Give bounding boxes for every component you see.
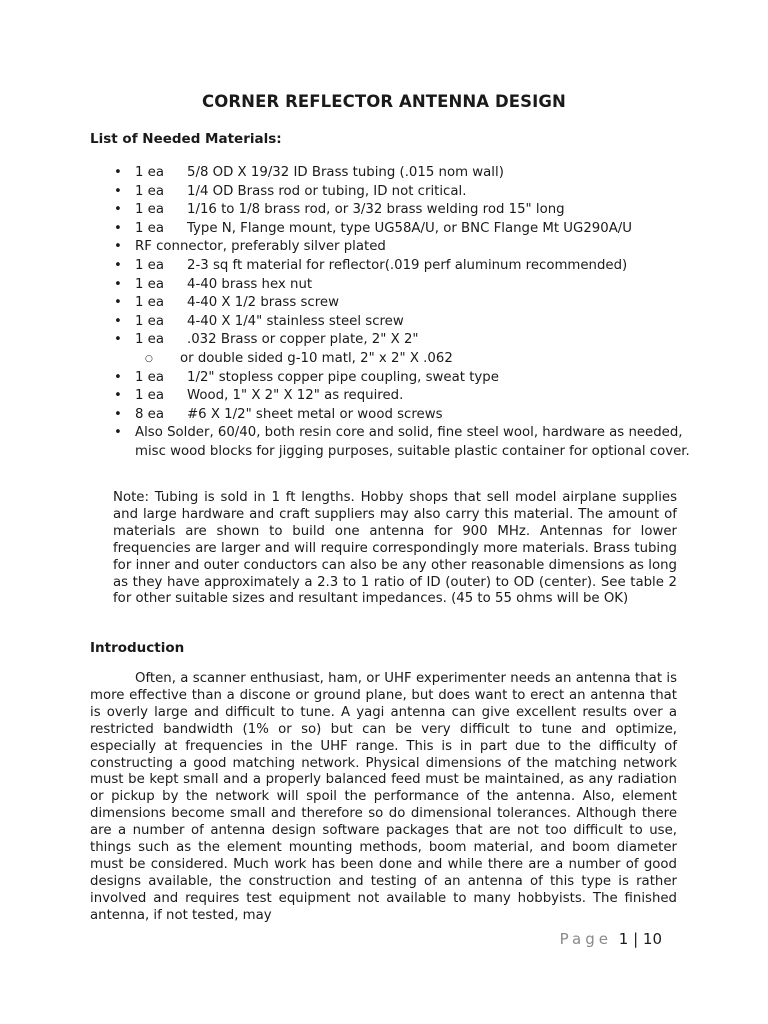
material-item <box>90 238 690 257</box>
bullet-icon: • <box>114 313 122 329</box>
introduction-paragraph: Often, a scanner enthusiast, ham, or UHF experimenter needs an antenna that is more effective than a discone or ground plane, but does want to erect an antenna that is overly large and difficult to tune. A yagi antenna can give excellent results over a restricted bandwidth (1% or so) but can be very difficult to tune and optimize, especially at frequencies in the UHF range. This is in part due to the difficulty of constructing a good matching network. Physical dimensions of the matching network must be kept small and a properly balanced feed must be maintained, as any radiation or pickup by the network will spoil the performance of the antenna. Also, element dimensions become small and therefore so do dimensional tolerances. Although there are a number of antenna design software packages that are not too difficult to use, things such as the element mounting methods, boom material, and boom diameter must be considered. Much work has been done and while there are a number of good designs available, the construction and testing of an antenna of this type is rather involved and requires test equipment not available to many hobbyists. The finished antenna, if not tested, may <box>90 671 677 923</box>
material-item <box>90 387 690 406</box>
bullet-icon: • <box>114 425 122 441</box>
page-total: 10 <box>642 930 662 948</box>
material-quantity: 1 ea <box>135 388 165 404</box>
material-quantity: 8 ea <box>135 406 165 422</box>
bullet-icon: • <box>114 295 122 311</box>
material-quantity: 1 ea <box>135 276 165 292</box>
material-item <box>90 164 690 183</box>
bullet-icon: • <box>114 406 122 422</box>
material-sub-item <box>90 350 690 369</box>
materials-list <box>90 164 690 462</box>
page-label: Page <box>559 930 612 948</box>
page-number: 1 <box>618 930 629 948</box>
material-quantity: 1 ea <box>135 295 165 311</box>
material-description: 5/8 OD X 19/32 ID Brass tubing (.015 nom wall) <box>187 165 504 180</box>
material-description: 1/16 to 1/8 brass rod, or 3/32 brass welding rod 15" long <box>187 202 565 218</box>
bullet-icon: • <box>114 369 122 385</box>
page-footer <box>560 930 662 948</box>
material-description: 1/4 OD Brass rod or tubing, ID not critical. <box>187 183 467 199</box>
material-item <box>90 313 690 332</box>
bullet-icon: • <box>114 239 122 255</box>
material-description: Type N, Flange mount, type UG58A/U, or BNC Flange Mt UG290A/U <box>187 220 633 236</box>
bullet-icon: • <box>114 257 122 273</box>
material-description: or double sided g-10 matl, 2" x 2" X .062 <box>180 350 453 366</box>
material-quantity: 1 ea <box>135 165 165 180</box>
material-description: 4-40 X 1/4" stainless steel screw <box>187 313 404 329</box>
material-item <box>90 257 690 276</box>
material-quantity: 1 ea <box>135 220 165 236</box>
material-description: RF connector, preferably silver plated <box>135 239 386 255</box>
document-title: CORNER REFLECTOR ANTENNA DESIGN <box>202 92 566 111</box>
material-item <box>90 201 690 220</box>
material-item <box>90 369 690 388</box>
material-item <box>90 276 690 295</box>
bullet-icon: • <box>114 332 122 348</box>
material-description: 4-40 X 1/2 brass screw <box>187 295 339 311</box>
material-quantity: 1 ea <box>135 369 165 385</box>
material-description: #6 X 1/2" sheet metal or wood screws <box>187 406 443 422</box>
material-item <box>90 220 690 239</box>
materials-heading: List of Needed Materials: <box>90 131 282 147</box>
bullet-icon: • <box>114 220 122 236</box>
material-description: Wood, 1" X 2" X 12" as required. <box>187 388 404 404</box>
material-quantity: 1 ea <box>135 313 165 329</box>
bullet-icon: • <box>114 202 122 218</box>
material-quantity: 1 ea <box>135 332 165 348</box>
circle-bullet-icon: ○ <box>145 353 153 364</box>
material-item <box>90 294 690 313</box>
bullet-icon: • <box>114 165 122 180</box>
material-item <box>90 424 690 461</box>
introduction-heading: Introduction <box>90 640 185 656</box>
bullet-icon: • <box>114 388 122 404</box>
material-description: 2-3 sq ft material for reflector(.019 perf aluminum recommended) <box>187 257 628 273</box>
materials-note: Note: Tubing is sold in 1 ft lengths. Hobby shops that sell model airplane supplies and large hardware and craft suppliers may also carry this material. The amount of materials are shown to build one antenna for 900 MHz. Antennas for lower frequencies are larger and will require correspondingly more materials. Brass tubing for inner and outer conductors can also be any other reasonable dimensions as long as they have approximately a 2.3 to 1 ratio of ID (outer) to OD (center). See table 2 for other suitable sizes and resultant impedances. (45 to 55 ohms will be OK) <box>113 490 677 607</box>
material-item <box>90 331 690 350</box>
page-separator: | <box>633 930 639 948</box>
bullet-icon: • <box>114 276 122 292</box>
material-quantity: 1 ea <box>135 257 165 273</box>
material-quantity: 1 ea <box>135 202 165 218</box>
material-description: .032 Brass or copper plate, 2" X 2" <box>187 332 419 348</box>
material-item <box>90 406 690 425</box>
material-quantity: 1 ea <box>135 183 165 199</box>
bullet-icon: • <box>114 183 122 199</box>
material-description: 4-40 brass hex nut <box>187 276 313 292</box>
material-description: 1/2" stopless copper pipe coupling, sweat type <box>187 369 499 385</box>
material-description: Also Solder, 60/40, both resin core and solid, fine steel wool, hardware as needed, misc wood blocks for jigging purposes, suitable plastic container for optional cover. <box>135 425 690 459</box>
material-item <box>90 183 690 202</box>
